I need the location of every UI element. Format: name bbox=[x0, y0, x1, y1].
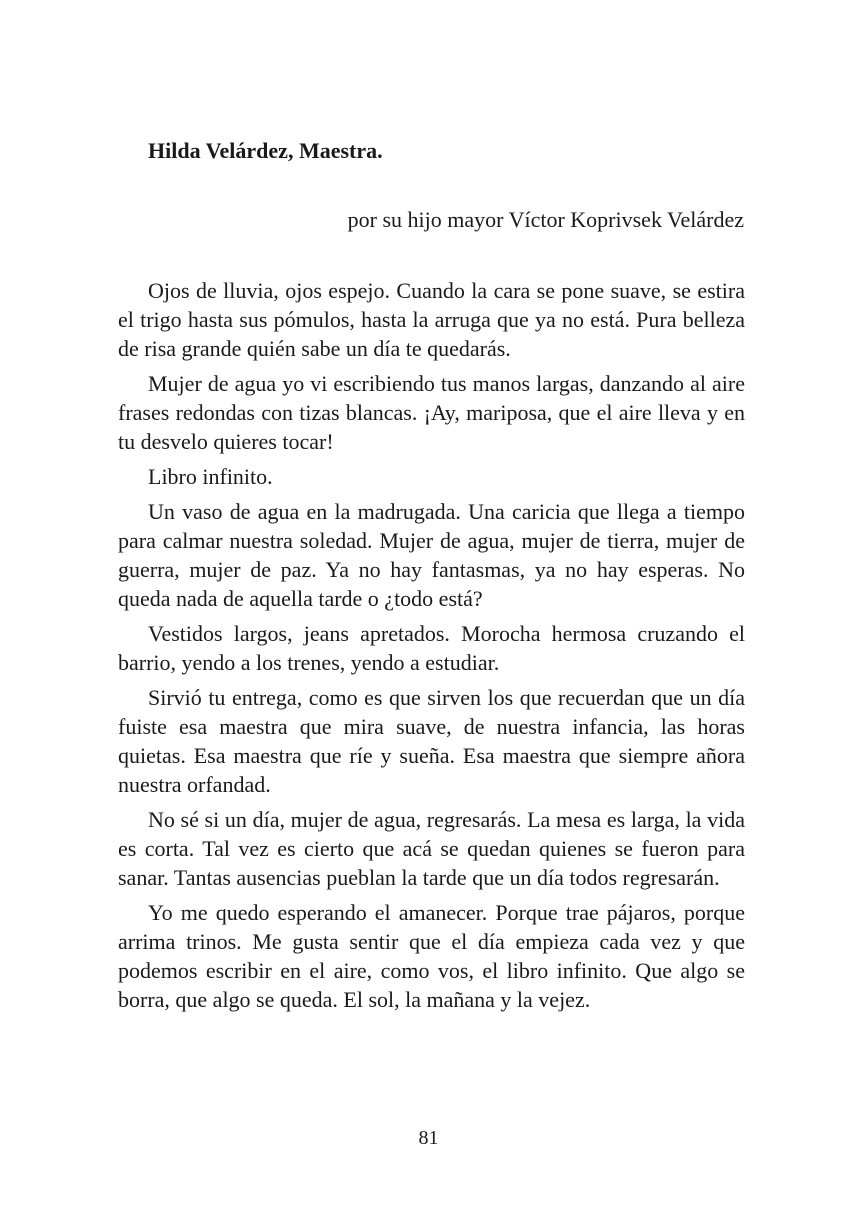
paragraph: Mujer de agua yo vi escribiendo tus manos largas, danzando al aire frases redondas con tizas blancas. ¡Ay, mariposa, que el aire lleva y en tu desvelo quieres tocar! bbox=[118, 371, 745, 454]
body-text bbox=[118, 276, 745, 1020]
paragraph: Libro infinito. bbox=[148, 464, 273, 489]
paragraph: Vestidos largos, jeans apretados. Morocha hermosa cruzando el barrio, yendo a los trenes, yendo a estudiar. bbox=[118, 621, 745, 675]
paragraph: Ojos de lluvia, ojos espejo. Cuando la cara se pone suave, se estira el trigo hasta sus pómulos, hasta la arruga que ya no está. Pura belleza de risa grande quién sabe un día te quedarás. bbox=[118, 278, 745, 361]
paragraph: No sé si un día, mujer de agua, regresarás. La mesa es larga, la vida es corta. Tal vez es cierto que acá se quedan quienes se fueron para sanar. Tantas ausencias pueblan la tarde que un día todos regresarán. bbox=[118, 807, 745, 890]
paragraph: Un vaso de agua en la madrugada. Una caricia que llega a tiempo para calmar nuestra soledad. Mujer de agua, mujer de tierra, mujer de guerra, mujer de paz. Ya no hay fantasmas, ya no hay esperas. No queda nada de aquella tarde o ¿todo está? bbox=[118, 499, 745, 611]
page-number: 81 bbox=[418, 1127, 439, 1149]
paragraph: Sirvió tu entrega, como es que sirven los que recuerdan que un día fuiste esa maestra que mira suave, de nuestra infancia, las horas quietas. Esa maestra que ríe y sueña. Esa maestra que siempre añora nuestra orfandad. bbox=[118, 685, 745, 797]
author-byline: por su hijo mayor Víctor Koprivsek Velárdez bbox=[347, 207, 744, 232]
paragraph: Yo me quedo esperando el amanecer. Porque trae pájaros, porque arrima trinos. Me gusta sentir que el día empieza cada vez y que podemos escribir en el aire, como vos, el libro infinito. Que algo se borra, que algo se queda. El sol, la mañana y la vejez. bbox=[118, 900, 745, 1012]
page-title: Hilda Velárdez, Maestra. bbox=[148, 138, 383, 163]
